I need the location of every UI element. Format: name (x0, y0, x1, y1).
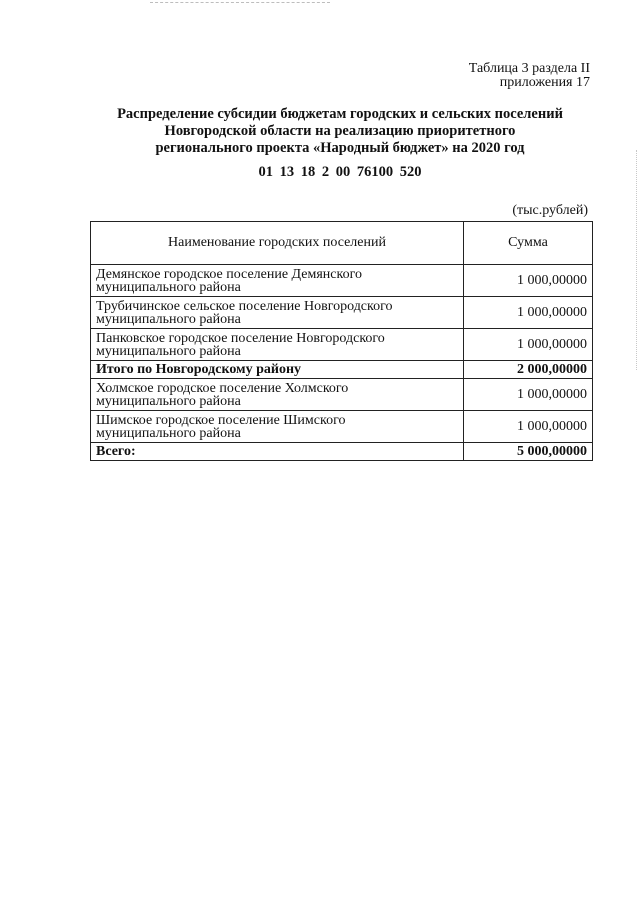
table-row (91, 265, 593, 297)
table-reference-line1: Таблица 3 раздела II (468, 61, 590, 76)
settlement-name (91, 411, 464, 443)
table-row (91, 329, 593, 361)
settlement-sum: 1 000,00000 (464, 329, 593, 361)
subtotal-sum: 2 000,00000 (464, 361, 593, 379)
settlement-name-line1: Демянское городское поселение Демянского (96, 266, 362, 282)
settlement-sum: 1 000,00000 (464, 297, 593, 329)
settlement-name-line2: муниципального района (96, 343, 241, 359)
table-row (91, 379, 593, 411)
table-header-row (91, 222, 593, 265)
total-label: Всего: (91, 443, 464, 461)
subsidy-table (90, 221, 593, 461)
settlement-name-line2: муниципального района (96, 393, 241, 409)
scan-artifact-line (150, 2, 330, 5)
settlement-name (91, 297, 464, 329)
title-line3: регионального проекта «Народный бюджет» на 2020 год (155, 140, 525, 156)
subtotal-row (91, 361, 593, 379)
header-settlement-name: Наименование городских поселений (91, 222, 464, 265)
settlement-sum: 1 000,00000 (464, 379, 593, 411)
settlement-name (91, 379, 464, 411)
table-row (91, 411, 593, 443)
settlement-sum: 1 000,00000 (464, 411, 593, 443)
settlement-name-line1: Панковское городское поселение Новгородского (96, 330, 385, 346)
table-reference (469, 62, 590, 90)
settlement-name-line1: Трубичинское сельское поселение Новгородского (96, 298, 393, 314)
settlement-name-line1: Шимское городское поселение Шимского (96, 412, 346, 428)
settlement-name-line2: муниципального района (96, 425, 241, 441)
header-sum: Сумма (464, 222, 593, 265)
settlement-name-line2: муниципального района (96, 279, 241, 295)
table-row (91, 297, 593, 329)
settlement-sum: 1 000,00000 (464, 265, 593, 297)
subtotal-label: Итого по Новгородскому району (91, 361, 464, 379)
scan-edge-line (636, 150, 638, 370)
units-label: (тыс.рублей) (512, 203, 588, 218)
settlement-name (91, 329, 464, 361)
settlement-name-line2: муниципального района (96, 311, 241, 327)
title-line1: Распределение субсидии бюджетам городских и сельских поселений (117, 106, 563, 122)
budget-code: 01 13 18 2 00 76100 520 (258, 164, 422, 180)
document-title (40, 106, 640, 157)
title-line2: Новгородской области на реализацию приоритетного (164, 123, 516, 139)
table-reference-line2: приложения 17 (499, 75, 590, 90)
total-row (91, 443, 593, 461)
settlement-name (91, 265, 464, 297)
settlement-name-line1: Холмское городское поселение Холмского (96, 380, 349, 396)
total-sum: 5 000,00000 (464, 443, 593, 461)
